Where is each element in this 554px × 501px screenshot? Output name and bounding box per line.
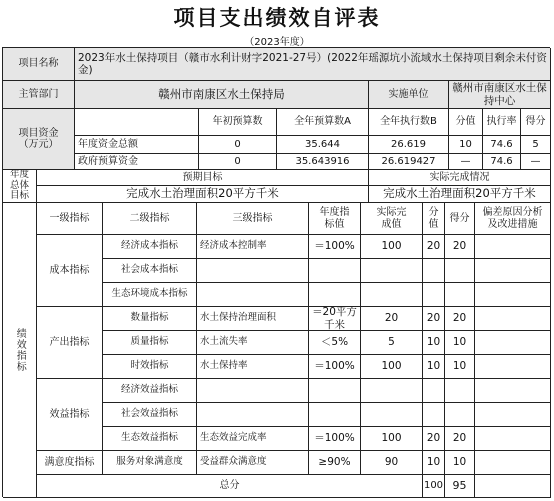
goal-label: 年度总体目标 — [3, 170, 37, 203]
deviation-note — [475, 259, 551, 283]
weight-value: 10 — [423, 451, 445, 475]
target-value: ＝100% — [309, 427, 361, 451]
l2-indicator: 社会成本指标 — [103, 259, 197, 283]
target-value — [309, 379, 361, 403]
score-value — [445, 259, 475, 283]
deviation-note — [475, 235, 551, 259]
total-label: 总分 — [37, 475, 423, 498]
header-l1: 一级指标 — [37, 203, 103, 235]
header-l2: 二级指标 — [103, 203, 197, 235]
total-deviation — [475, 475, 551, 498]
target-value: ＝100% — [309, 355, 361, 379]
weight-value: 20 — [423, 307, 445, 331]
weight-value: 20 — [423, 427, 445, 451]
score-value — [445, 403, 475, 427]
l1-benefit: 效益指标 — [37, 379, 103, 451]
weight-value — [423, 259, 445, 283]
actual-value: 100 — [361, 355, 423, 379]
l3-indicator — [197, 283, 309, 307]
actual-value: 100 — [361, 427, 423, 451]
score-value: 10 — [445, 355, 475, 379]
actual-value: 20 — [361, 307, 423, 331]
funds-row-weight: — — [449, 154, 483, 170]
page-title: 项目支出绩效自评表 — [173, 5, 381, 30]
weight-value — [423, 403, 445, 427]
header-target: 年度指标值 — [309, 203, 361, 235]
l1-output: 产出指标 — [37, 307, 103, 379]
funds-row-exec: 26.619427 — [369, 154, 449, 170]
goal-actual: 完成水土治理面积20平方千米 — [369, 186, 551, 203]
indicators-label: 绩效指标 — [3, 203, 37, 498]
l1-satisfaction: 满意度指标 — [37, 451, 103, 475]
funds-row-budget: 35.643916 — [277, 154, 369, 170]
funds-row-exec: 26.619 — [369, 136, 449, 154]
funds-row-name: 政府预算资金 — [75, 154, 199, 170]
l2-indicator: 经济效益指标 — [103, 379, 197, 403]
funds-row-rate: 74.6 — [483, 154, 521, 170]
l2-indicator: 质量指标 — [103, 331, 197, 355]
l3-indicator — [197, 403, 309, 427]
actual-value — [361, 283, 423, 307]
weight-value — [423, 379, 445, 403]
total-weight: 100 — [423, 475, 445, 498]
funds-label: 项目资金（万元） — [3, 109, 75, 170]
total-score: 95 — [445, 475, 475, 498]
header-l3: 三级指标 — [197, 203, 309, 235]
funds-row-budget: 35.644 — [277, 136, 369, 154]
actual-value: 5 — [361, 331, 423, 355]
funds-header-weight: 分值 — [449, 109, 483, 136]
score-value: 10 — [445, 331, 475, 355]
l3-indicator: 受益群众满意度 — [197, 451, 309, 475]
funds-row-init: 0 — [199, 154, 277, 170]
l3-indicator — [197, 379, 309, 403]
actual-value — [361, 379, 423, 403]
evaluation-table — [2, 47, 550, 497]
target-value: ＝100% — [309, 235, 361, 259]
score-value: 20 — [445, 427, 475, 451]
funds-row-score: 5 — [521, 136, 551, 154]
score-value — [445, 283, 475, 307]
weight-value: 20 — [423, 235, 445, 259]
weight-value: 10 — [423, 331, 445, 355]
deviation-note — [475, 331, 551, 355]
l3-indicator: 生态效益完成率 — [197, 427, 309, 451]
deviation-note — [475, 379, 551, 403]
impl-value: 赣州市南康区水土保持中心 — [449, 81, 551, 109]
deviation-note — [475, 427, 551, 451]
l3-indicator: 经济成本控制率 — [197, 235, 309, 259]
actual-value: 90 — [361, 451, 423, 475]
score-value: 20 — [445, 307, 475, 331]
funds-row-rate: 74.6 — [483, 136, 521, 154]
deviation-note — [475, 283, 551, 307]
weight-value: 10 — [423, 355, 445, 379]
l2-indicator: 数量指标 — [103, 307, 197, 331]
funds-header-budget: 全年预算数A — [277, 109, 369, 136]
goal-actual-header: 实际完成情况 — [369, 170, 551, 186]
l2-indicator: 经济成本指标 — [103, 235, 197, 259]
funds-header-exec: 全年执行数B — [369, 109, 449, 136]
funds-header-init: 年初预算数 — [199, 109, 277, 136]
actual-value — [361, 259, 423, 283]
l2-indicator: 社会效益指标 — [103, 403, 197, 427]
goal-expected-header: 预期目标 — [37, 170, 369, 186]
weight-value — [423, 283, 445, 307]
l3-indicator: 水土保持率 — [197, 355, 309, 379]
l3-indicator: 水土流失率 — [197, 331, 309, 355]
project-name-label: 项目名称 — [3, 48, 75, 81]
l3-indicator — [197, 259, 309, 283]
deviation-note — [475, 307, 551, 331]
target-value — [309, 283, 361, 307]
actual-value — [361, 403, 423, 427]
funds-header-score: 得分 — [521, 109, 551, 136]
dept-label: 主管部门 — [3, 81, 75, 109]
score-value: 20 — [445, 235, 475, 259]
score-value: 10 — [445, 451, 475, 475]
deviation-note — [475, 451, 551, 475]
header-deviation: 偏差原因分析及改进措施 — [475, 203, 551, 235]
score-value — [445, 379, 475, 403]
funds-row-weight: 10 — [449, 136, 483, 154]
actual-value: 100 — [361, 235, 423, 259]
target-value: ＜5% — [309, 331, 361, 355]
l2-indicator: 生态效益指标 — [103, 427, 197, 451]
l3-indicator: 水土保持治理面积 — [197, 307, 309, 331]
funds-row-score: — — [521, 154, 551, 170]
header-score: 得分 — [445, 203, 475, 235]
target-value: ＝20平方千米 — [309, 307, 361, 331]
goal-expected: 完成水土治理面积20平方千米 — [37, 186, 369, 203]
l2-indicator: 服务对象满意度 — [103, 451, 197, 475]
target-value: ≥90% — [309, 451, 361, 475]
project-name-value: 2023年水土保持项目（赣市水利计财字2021-27号）(2022年瑶源坑小流域水土保持项目剩余未付资金) — [75, 48, 551, 81]
deviation-note — [475, 403, 551, 427]
target-value — [309, 403, 361, 427]
funds-row-name: 年度资金总额 — [75, 136, 199, 154]
l2-indicator: 时效指标 — [103, 355, 197, 379]
l1-cost: 成本指标 — [37, 235, 103, 307]
funds-row-init: 0 — [199, 136, 277, 154]
funds-header-rate: 执行率 — [483, 109, 521, 136]
header-actual: 实际完成值 — [361, 203, 423, 235]
l2-indicator: 生态环境成本指标 — [103, 283, 197, 307]
deviation-note — [475, 355, 551, 379]
impl-label: 实施单位 — [369, 81, 449, 109]
header-weight: 分值 — [423, 203, 445, 235]
funds-header-blank — [75, 109, 199, 136]
year-subtitle: （2023年度） — [244, 37, 310, 48]
dept-value: 赣州市南康区水土保持局 — [75, 81, 369, 109]
target-value — [309, 259, 361, 283]
